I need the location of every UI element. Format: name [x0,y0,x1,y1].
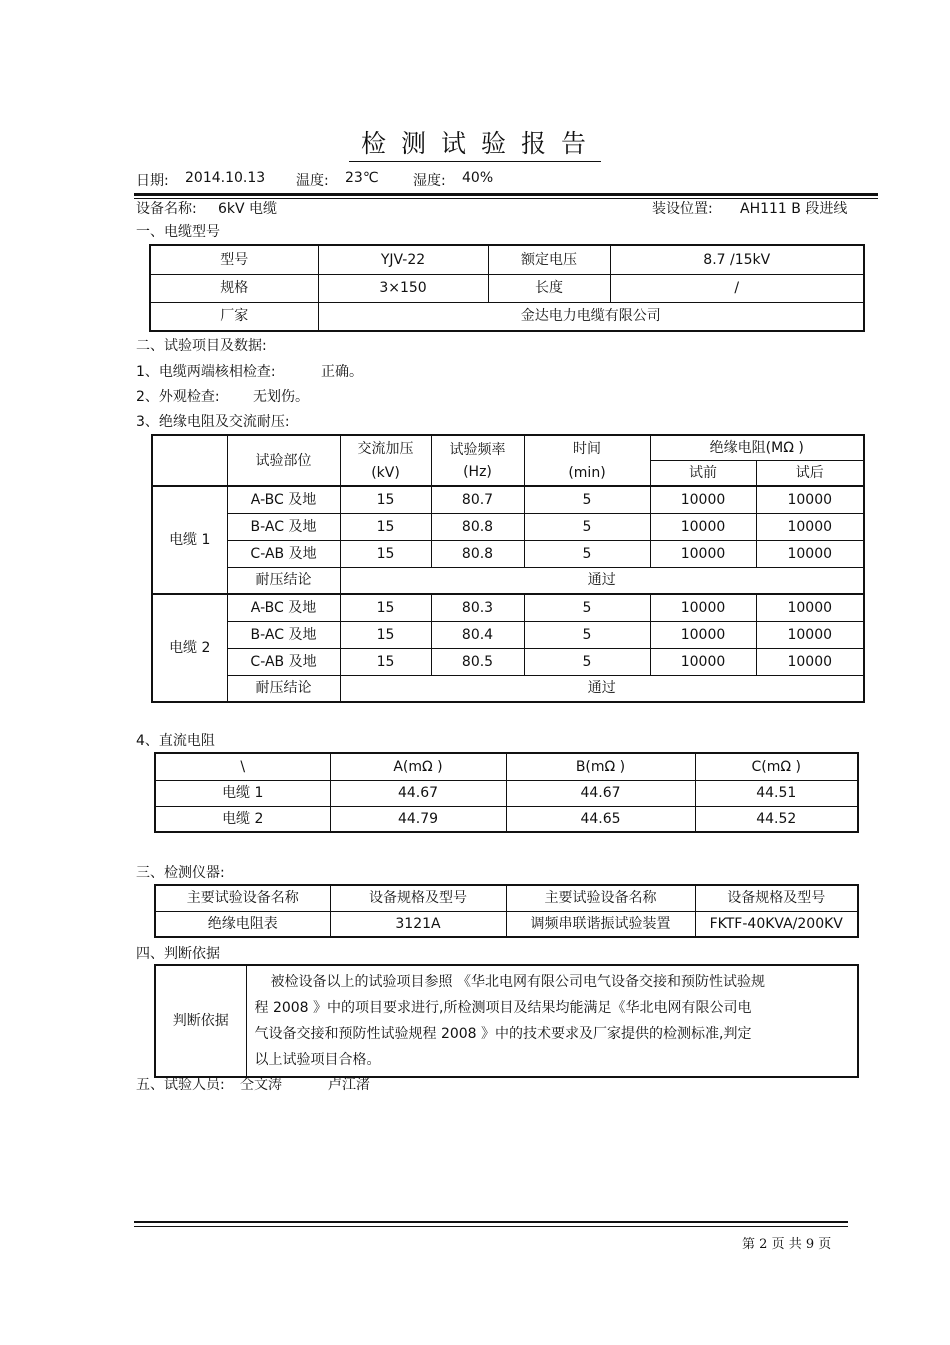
test-part: A-BC 及地 [227,486,340,513]
voltage-value: 8.7 /15kV [610,245,864,274]
location-value: AH111 B 段进线 [740,201,848,217]
insulation-before: 10000 [650,513,756,540]
page-title: 检测试验报告 [0,124,950,160]
dc-value-a: 44.79 [330,806,506,832]
test-time: 5 [524,594,650,621]
footer-divider [134,1221,848,1227]
instr-model-2: FKTF-40KVA/200KV [695,911,858,937]
insulation-test-table [151,434,865,703]
conclusion-value: 通过 [340,675,864,702]
table-row [152,621,864,648]
header-frequency: 试验频率 (Hz) [431,435,524,486]
basis-label: 判断依据 [155,965,246,1077]
cable-1-label: 电缆 1 [152,486,227,594]
insulation-before: 10000 [650,648,756,675]
table-row [152,648,864,675]
test-part: B-AC 及地 [227,621,340,648]
item-1-value: 正确。 [321,364,363,380]
instr-header-4: 设备规格及型号 [695,885,858,911]
instruments-table [154,884,859,938]
spec-value: 3×150 [318,274,488,302]
table-row [152,675,864,702]
section-1-heading: 一、电缆型号 [136,224,220,240]
instr-model-1: 3121A [330,911,506,937]
insulation-after: 10000 [756,594,864,621]
humidity-value: 40% [462,170,494,186]
dc-row-name: 电缆 1 [155,780,330,806]
test-frequency: 80.3 [431,594,524,621]
insulation-after: 10000 [756,648,864,675]
date-value: 2014.10.13 [185,170,266,186]
instr-header-2: 设备规格及型号 [330,885,506,911]
basis-text [246,965,858,1077]
insulation-after: 10000 [756,486,864,513]
header-part: 试验部位 [227,435,340,486]
instr-name-2: 调频串联谐振试验装置 [506,911,695,937]
test-frequency: 80.5 [431,648,524,675]
basis-line-2: 程 2008 》中的项目要求进行,所检测项目及结果均能满足《华北电网有限公司电 [254,1000,752,1016]
dc-row-name: 电缆 2 [155,806,330,832]
test-frequency: 80.8 [431,540,524,567]
item-1-label: 1、电缆两端核相检查: [136,364,276,380]
section-3-heading: 三、检测仪器: [136,865,225,881]
header-time: 时间 (min) [524,435,650,486]
item-2-label: 2、外观检查: [136,389,220,405]
tester-1: 仝文涛 [240,1077,282,1093]
test-time: 5 [524,621,650,648]
dc-value-c: 44.52 [695,806,858,832]
test-time: 5 [524,540,650,567]
header-insulation: 绝缘电阻(MΩ ) [650,435,864,460]
instr-header-1: 主要试验设备名称 [155,885,330,911]
cable-2-label: 电缆 2 [152,594,227,702]
section-5-label: 五、试验人员: [136,1077,225,1093]
dc-value-c: 44.51 [695,780,858,806]
table-row [152,567,864,594]
test-time: 5 [524,486,650,513]
dc-value-b: 44.67 [506,780,695,806]
dc-header-c: C(mΩ ) [695,753,858,780]
header-voltage: 交流加压 (kV) [340,435,431,486]
temp-label: 温度: [296,173,329,189]
dc-value-a: 44.67 [330,780,506,806]
test-part: A-BC 及地 [227,594,340,621]
dc-value-b: 44.65 [506,806,695,832]
basis-line-3: 气设备交接和预防性试验规程 2008 》中的技术要求及厂家提供的检测标准,判定 [254,1026,752,1042]
dc-resistance-table [154,752,859,833]
table-row [152,540,864,567]
page-number: 第 2 页 共 9 页 [742,1237,832,1252]
header-after: 试后 [756,460,864,486]
conclusion-label: 耐压结论 [227,675,340,702]
blank-corner [152,435,227,486]
section-4-heading: 四、判断依据 [136,946,220,962]
tester-2: 卢江渚 [328,1077,370,1093]
insulation-before: 10000 [650,594,756,621]
ac-voltage: 15 [340,594,431,621]
test-part: C-AB 及地 [227,648,340,675]
temp-value: 23℃ [345,170,379,186]
cable-type-table [149,244,865,332]
test-frequency: 80.4 [431,621,524,648]
model-value: YJV-22 [318,245,488,274]
maker-value: 金达电力电缆有限公司 [318,302,864,331]
item-3-label: 3、绝缘电阻及交流耐压: [136,414,290,430]
ac-voltage: 15 [340,648,431,675]
ac-voltage: 15 [340,621,431,648]
conclusion-label: 耐压结论 [227,567,340,594]
insulation-after: 10000 [756,621,864,648]
device-value: 6kV 电缆 [218,201,278,217]
test-time: 5 [524,513,650,540]
humidity-label: 湿度: [413,173,446,189]
device-label: 设备名称: [136,201,197,217]
table-row [155,806,858,832]
insulation-after: 10000 [756,540,864,567]
spec-label: 规格 [150,274,318,302]
table-row [155,780,858,806]
insulation-before: 10000 [650,621,756,648]
test-part: C-AB 及地 [227,540,340,567]
ac-voltage: 15 [340,540,431,567]
location-label: 装设位置: [652,201,713,217]
instr-header-3: 主要试验设备名称 [506,885,695,911]
insulation-before: 10000 [650,486,756,513]
basis-line-1: 被检设备以上的试验项目参照 《华北电网有限公司电气设备交接和预防性试验规 [270,974,765,990]
insulation-before: 10000 [650,540,756,567]
maker-label: 厂家 [150,302,318,331]
length-value: / [610,274,864,302]
header-before: 试前 [650,460,756,486]
voltage-label: 额定电压 [488,245,610,274]
length-label: 长度 [488,274,610,302]
item-4-label: 4、直流电阻 [136,733,215,749]
instr-name-1: 绝缘电阻表 [155,911,330,937]
basis-table [154,964,859,1078]
test-part: B-AC 及地 [227,513,340,540]
test-frequency: 80.7 [431,486,524,513]
table-row [152,594,864,621]
ac-voltage: 15 [340,513,431,540]
model-label: 型号 [150,245,318,274]
test-frequency: 80.8 [431,513,524,540]
conclusion-value: 通过 [340,567,864,594]
insulation-after: 10000 [756,513,864,540]
item-2-value: 无划伤。 [253,389,309,405]
ac-voltage: 15 [340,486,431,513]
section-2-heading: 二、试验项目及数据: [136,338,267,354]
table-row [152,513,864,540]
table-row [155,911,858,937]
date-label: 日期: [136,173,169,189]
dc-header-b: B(mΩ ) [506,753,695,780]
dc-header-blank: \ [155,753,330,780]
basis-line-4: 以上试验项目合格。 [254,1052,381,1068]
table-row [152,486,864,513]
dc-header-a: A(mΩ ) [330,753,506,780]
test-time: 5 [524,648,650,675]
